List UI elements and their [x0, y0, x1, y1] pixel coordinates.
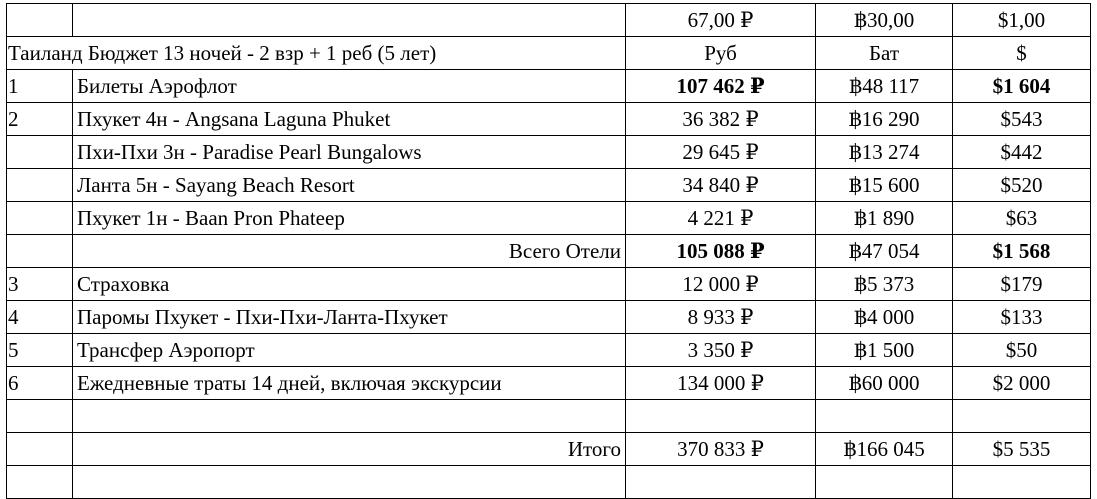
table-row-daily-expenses: [7, 367, 1091, 400]
row-number-cell[interactable]: 1: [7, 70, 73, 103]
total-thb-cell[interactable]: ฿166 045: [816, 433, 953, 466]
item-label-cell[interactable]: Страховка: [73, 268, 626, 301]
empty-row: [7, 466, 1091, 499]
rub-cell[interactable]: 36 382 ₽: [626, 103, 816, 136]
usd-cell[interactable]: $179: [953, 268, 1091, 301]
item-label-cell[interactable]: Трансфер Аэропорт: [73, 334, 626, 367]
thb-cell[interactable]: ฿1 500: [816, 334, 953, 367]
empty-cell[interactable]: [953, 466, 1091, 499]
table-row-hotel: [7, 169, 1091, 202]
rub-cell[interactable]: 12 000 ₽: [626, 268, 816, 301]
total-rub-cell[interactable]: 370 833 ₽: [626, 433, 816, 466]
empty-cell[interactable]: [953, 400, 1091, 433]
empty-cell[interactable]: [7, 433, 73, 466]
table-row-hotel: [7, 103, 1091, 136]
rub-cell[interactable]: 4 221 ₽: [626, 202, 816, 235]
rate-rub-cell[interactable]: 67,00 ₽: [626, 4, 816, 37]
table-row-hotel: [7, 136, 1091, 169]
row-number-cell[interactable]: 2: [7, 103, 73, 136]
empty-cell[interactable]: [7, 4, 73, 37]
thb-cell[interactable]: ฿4 000: [816, 301, 953, 334]
rub-cell[interactable]: 8 933 ₽: [626, 301, 816, 334]
thb-cell[interactable]: ฿60 000: [816, 367, 953, 400]
column-header-usd[interactable]: $: [953, 37, 1091, 70]
rub-cell[interactable]: 34 840 ₽: [626, 169, 816, 202]
row-number-cell[interactable]: 5: [7, 334, 73, 367]
thb-cell[interactable]: ฿5 373: [816, 268, 953, 301]
item-label-cell[interactable]: Билеты Аэрофлот: [73, 70, 626, 103]
usd-cell[interactable]: $442: [953, 136, 1091, 169]
usd-cell[interactable]: $133: [953, 301, 1091, 334]
table-row-hotels-subtotal: [7, 235, 1091, 268]
row-number-cell[interactable]: [7, 202, 73, 235]
table-row-flights: [7, 70, 1091, 103]
empty-cell[interactable]: [626, 466, 816, 499]
table-row-insurance: [7, 268, 1091, 301]
empty-cell[interactable]: [816, 400, 953, 433]
usd-cell[interactable]: $520: [953, 169, 1091, 202]
thb-cell[interactable]: ฿16 290: [816, 103, 953, 136]
usd-cell[interactable]: $1 568: [953, 235, 1091, 268]
item-label-cell[interactable]: Паромы Пхукет - Пхи-Пхи-Ланта-Пхукет: [73, 301, 626, 334]
rates-row: [7, 4, 1091, 37]
item-label-cell[interactable]: Пхукет 1н - Baan Pron Phateep: [73, 202, 626, 235]
rate-usd-cell[interactable]: $1,00: [953, 4, 1091, 37]
usd-cell[interactable]: $1 604: [953, 70, 1091, 103]
empty-cell[interactable]: [816, 466, 953, 499]
empty-cell[interactable]: [7, 400, 73, 433]
row-number-cell[interactable]: 4: [7, 301, 73, 334]
column-header-thb[interactable]: Бат: [816, 37, 953, 70]
subtotal-label-cell[interactable]: Всего Отели: [73, 235, 626, 268]
rub-cell[interactable]: 107 462 ₽: [626, 70, 816, 103]
usd-cell[interactable]: $2 000: [953, 367, 1091, 400]
empty-cell[interactable]: [73, 4, 626, 37]
empty-cell[interactable]: [73, 466, 626, 499]
empty-cell[interactable]: [73, 400, 626, 433]
rub-cell[interactable]: 105 088 ₽: [626, 235, 816, 268]
budget-table: [6, 3, 1091, 499]
thb-cell[interactable]: ฿15 600: [816, 169, 953, 202]
row-number-cell[interactable]: 3: [7, 268, 73, 301]
table-row-transfer: [7, 334, 1091, 367]
item-label-cell[interactable]: Пхи-Пхи 3н - Paradise Pearl Bungalows: [73, 136, 626, 169]
row-number-cell[interactable]: 6: [7, 367, 73, 400]
total-usd-cell[interactable]: $5 535: [953, 433, 1091, 466]
usd-cell[interactable]: $543: [953, 103, 1091, 136]
thb-cell[interactable]: ฿1 890: [816, 202, 953, 235]
thb-cell[interactable]: ฿47 054: [816, 235, 953, 268]
row-number-cell[interactable]: [7, 235, 73, 268]
thb-cell[interactable]: ฿48 117: [816, 70, 953, 103]
empty-cell[interactable]: [626, 400, 816, 433]
thb-cell[interactable]: ฿13 274: [816, 136, 953, 169]
budget-title-cell[interactable]: Таиланд Бюджет 13 ночей - 2 взр + 1 реб (5 лет): [7, 37, 626, 70]
total-row: [7, 433, 1091, 466]
row-number-cell[interactable]: [7, 136, 73, 169]
table-row-ferries: [7, 301, 1091, 334]
usd-cell[interactable]: $63: [953, 202, 1091, 235]
item-label-cell[interactable]: Пхукет 4н - Angsana Laguna Phuket: [73, 103, 626, 136]
rub-cell[interactable]: 134 000 ₽: [626, 367, 816, 400]
empty-cell[interactable]: [7, 466, 73, 499]
rate-thb-cell[interactable]: ฿30,00: [816, 4, 953, 37]
item-label-cell[interactable]: Ланта 5н - Sayang Beach Resort: [73, 169, 626, 202]
empty-row: [7, 400, 1091, 433]
rub-cell[interactable]: 29 645 ₽: [626, 136, 816, 169]
usd-cell[interactable]: $50: [953, 334, 1091, 367]
item-label-cell[interactable]: Ежедневные траты 14 дней, включая экскурсии: [73, 367, 626, 400]
column-header-rub[interactable]: Руб: [626, 37, 816, 70]
table-row-hotel: [7, 202, 1091, 235]
total-label-cell[interactable]: Итого: [73, 433, 626, 466]
header-row: [7, 37, 1091, 70]
rub-cell[interactable]: 3 350 ₽: [626, 334, 816, 367]
row-number-cell[interactable]: [7, 169, 73, 202]
